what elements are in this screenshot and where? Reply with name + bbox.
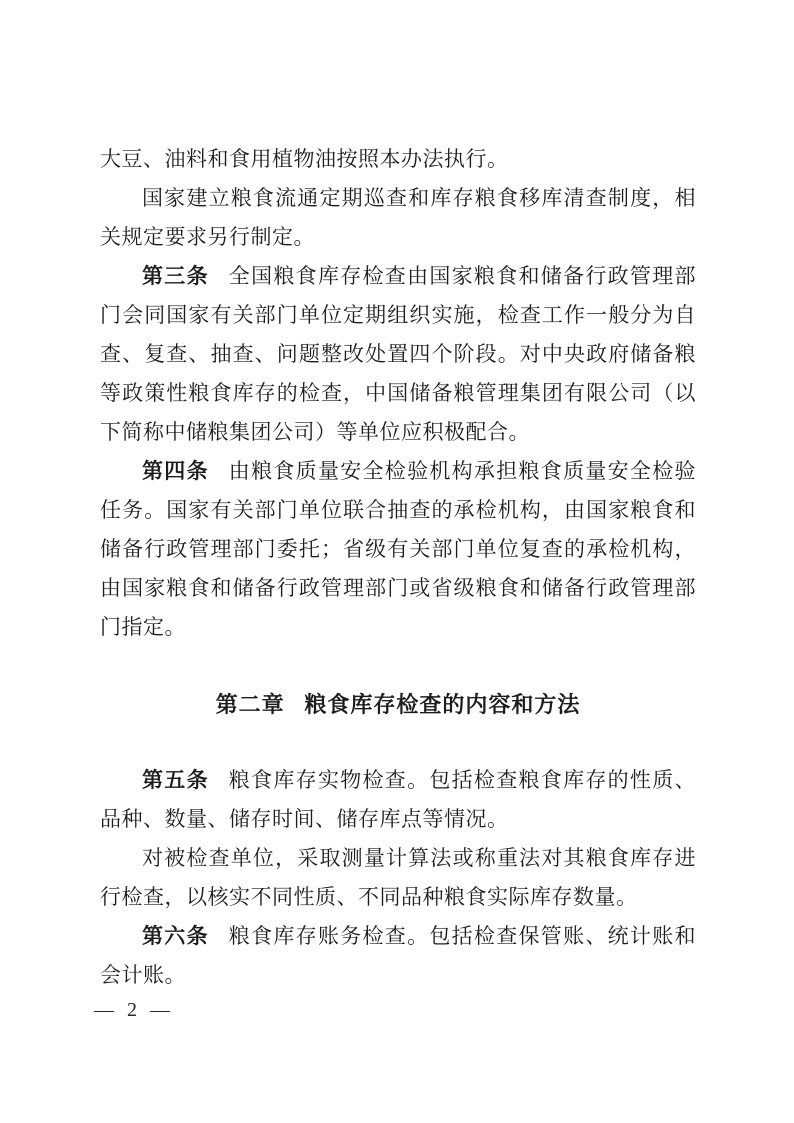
chapter-number-label: 第二章 xyxy=(215,692,285,717)
document-body xyxy=(100,140,696,995)
article-number-label: 第四条 xyxy=(142,459,209,483)
paragraph xyxy=(100,140,696,179)
paragraph-text: 粮食库存账务检查。包括检查保管账、统计账和会计账。 xyxy=(100,924,697,987)
paragraph-text: 全国粮食库存检查由国家粮食和储备行政管理部门会同国家有关部门单位定期组织实施，检查工作一般分为自查、复查、抽查、问题整改处置四个阶段。对中央政府储备粮等政策性粮食库存的检查，中国储备粮管理集团有限公司（以下简称中储粮集团公司）等单位应积极配合。 xyxy=(100,264,697,444)
paragraph-text: 大豆、油料和食用植物油按照本办法执行。 xyxy=(100,147,509,171)
paragraph xyxy=(100,761,696,839)
chapter-title: 粮食库存检查的内容和方法 xyxy=(304,692,581,717)
paragraph-text: 国家建立粮食流通定期巡查和库存粮食移库清查制度，相关规定要求另行制定。 xyxy=(100,186,696,249)
paragraph-text: 对被检查单位，采取测量计算法或称重法对其粮食库存进行检查，以核实不同性质、不同品种粮食实际库存数量。 xyxy=(100,846,696,909)
paragraph-text: 粮食库存实物检查。包括检查粮食库存的性质、品种、数量、储存时间、储存库点等情况。 xyxy=(100,768,697,831)
paragraph xyxy=(100,179,696,257)
paragraph xyxy=(100,917,696,995)
article-number-label: 第三条 xyxy=(142,264,209,288)
page-number: — 2 — xyxy=(94,999,174,1021)
paragraph-text: 由粮食质量安全检验机构承担粮食质量安全检验任务。国家有关部门单位联合抽查的承检机构，由国家粮食和储备行政管理部门委托；省级有关部门单位复查的承检机构，由国家粮食和储备行政管理部门或省级粮食和储备行政管理部门指定。 xyxy=(100,459,697,639)
article-number-label: 第五条 xyxy=(142,768,209,792)
article-number-label: 第六条 xyxy=(142,924,209,948)
paragraph xyxy=(100,839,696,917)
chapter-heading xyxy=(100,685,696,724)
paragraph xyxy=(100,452,696,647)
paragraph xyxy=(100,257,696,452)
